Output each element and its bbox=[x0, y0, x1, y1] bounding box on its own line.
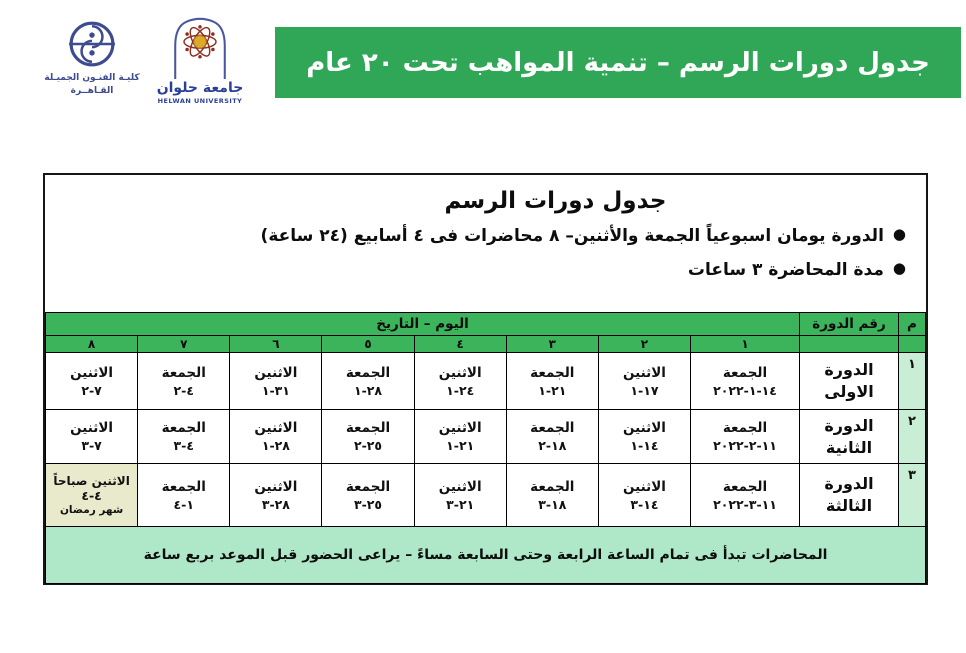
course-name-cell bbox=[800, 410, 899, 464]
bullet-item bbox=[65, 223, 906, 250]
session-number-header: ٤ bbox=[414, 336, 506, 353]
session-cell: الاثنين ٢١-١ bbox=[414, 410, 506, 464]
table-footer-row bbox=[46, 527, 926, 584]
session-cell: الاثنين ١٤-٣ bbox=[598, 464, 690, 527]
session-cell: الجمعة ١-٤ bbox=[138, 464, 230, 527]
session-cell: الاثنين ١٤-١ bbox=[598, 410, 690, 464]
session-cell-ramadan: الاثنين صباحاً ٤-٤ شهر رمضان bbox=[46, 464, 138, 527]
session-cell: الجمعة ١٨-٣ bbox=[506, 464, 598, 527]
session-number-header: ٣ bbox=[506, 336, 598, 353]
session-cell: الاثنين ٣١-١ bbox=[230, 353, 322, 410]
fine-arts-logo-text-line1: كليـة الفنـون الجميـلة bbox=[44, 73, 140, 83]
course-name-line2: الثالثة bbox=[825, 496, 873, 515]
session-cell: الاثنين ٢٨-٣ bbox=[230, 464, 322, 527]
session-cell: الجمعة ٢١-١ bbox=[506, 353, 598, 410]
ramadan-note: شهر رمضان bbox=[59, 504, 124, 517]
course-name-line2: الاولى bbox=[824, 382, 874, 401]
course-name-cell bbox=[800, 353, 899, 410]
session-number-header: ٨ bbox=[46, 336, 138, 353]
session-cell: الجمعة ٤-٣ bbox=[138, 410, 230, 464]
row-index: ٣ bbox=[899, 464, 926, 527]
course-info-bullets bbox=[65, 223, 906, 283]
table-row-course-3 bbox=[46, 464, 926, 527]
empty-header-cell bbox=[800, 336, 899, 353]
fine-arts-emblem-icon bbox=[68, 20, 116, 68]
bullet-icon: ● bbox=[892, 225, 906, 243]
row-index: ١ bbox=[899, 353, 926, 410]
session-cell: الجمعة ١١-٣-٢٠٢٢ bbox=[691, 464, 800, 527]
session-number-header: ٦ bbox=[230, 336, 322, 353]
session-number-header: ٢ bbox=[598, 336, 690, 353]
helwan-university-logo bbox=[150, 16, 250, 105]
table-row-course-1 bbox=[46, 353, 926, 410]
session-cell: الجمعة ١٨-٢ bbox=[506, 410, 598, 464]
fine-arts-cairo-logo bbox=[42, 20, 142, 98]
table-header-row-1 bbox=[46, 313, 926, 336]
session-cell: الاثنين ٢٨-١ bbox=[230, 410, 322, 464]
title-banner: جدول دورات الرسم – تنمية المواهب تحت ٢٠ عام bbox=[275, 27, 961, 98]
bullet-item bbox=[65, 257, 906, 284]
course-name-line2: الثانية bbox=[825, 437, 873, 457]
course-name-line1: الدورة bbox=[824, 360, 874, 380]
helwan-logo-english-name: HELWAN UNIVERSITY bbox=[157, 97, 243, 106]
fine-arts-logo-text-line2: القـاهــرة bbox=[70, 86, 114, 97]
session-cell: الاثنين ٢٤-١ bbox=[414, 353, 506, 410]
session-cell: الجمعة ٢٥-٣ bbox=[322, 464, 414, 527]
helwan-logo-arabic-name: جامعة حلوان bbox=[156, 80, 244, 96]
table-header-row-2 bbox=[46, 336, 926, 353]
schedule-table bbox=[45, 312, 926, 584]
session-cell: الجمعة ٢٥-٢ bbox=[322, 410, 414, 464]
session-number-header: ٧ bbox=[138, 336, 230, 353]
index-column-header: م bbox=[899, 313, 926, 336]
course-name-cell bbox=[800, 464, 899, 527]
course-number-column-header: رقم الدورة bbox=[800, 313, 899, 336]
document-title: جدول دورات الرسم bbox=[444, 188, 667, 214]
session-cell: الجمعة ١١-٢-٢٠٢٢ bbox=[691, 410, 800, 464]
session-cell: الجمعة ٢٨-١ bbox=[322, 353, 414, 410]
day-date-column-header: اليوم – التاريخ bbox=[46, 313, 800, 336]
footer-note: المحاضرات تبدأ فى تمام الساعة الرابعة وحتى السابعة مساءً – يراعى الحضور قبل الموعد بربع ساعة bbox=[46, 527, 926, 584]
schedule-document bbox=[43, 173, 928, 585]
session-number-header: ١ bbox=[691, 336, 800, 353]
session-cell: الجمعة ٤-٢ bbox=[138, 353, 230, 410]
session-number-header: ٥ bbox=[322, 336, 414, 353]
course-name-line1: الدورة bbox=[824, 474, 874, 494]
empty-header-cell bbox=[899, 336, 926, 353]
session-cell: الاثنين ١٧-١ bbox=[598, 353, 690, 410]
row-index: ٢ bbox=[899, 410, 926, 464]
course-name-line1: الدورة bbox=[824, 415, 874, 435]
table-row-course-2 bbox=[46, 410, 926, 464]
session-cell: الجمعة ١٤-١-٢٠٢٢ bbox=[691, 353, 800, 410]
session-cell: الاثنين ٧-٣ bbox=[46, 410, 138, 464]
session-cell: الاثنين ٧-٢ bbox=[46, 353, 138, 410]
session-cell: الاثنين ٢١-٣ bbox=[414, 464, 506, 527]
bullet-icon: ● bbox=[892, 258, 906, 277]
bullet-text: مدة المحاضرة ٣ ساعات bbox=[687, 259, 884, 280]
bullet-text: الدورة يومان اسبوعياً الجمعة والأثنين– ٨ محاضرات فى ٤ أسابيع (٢٤ ساعة) bbox=[260, 226, 884, 246]
helwan-arch-atom-icon bbox=[163, 16, 237, 80]
